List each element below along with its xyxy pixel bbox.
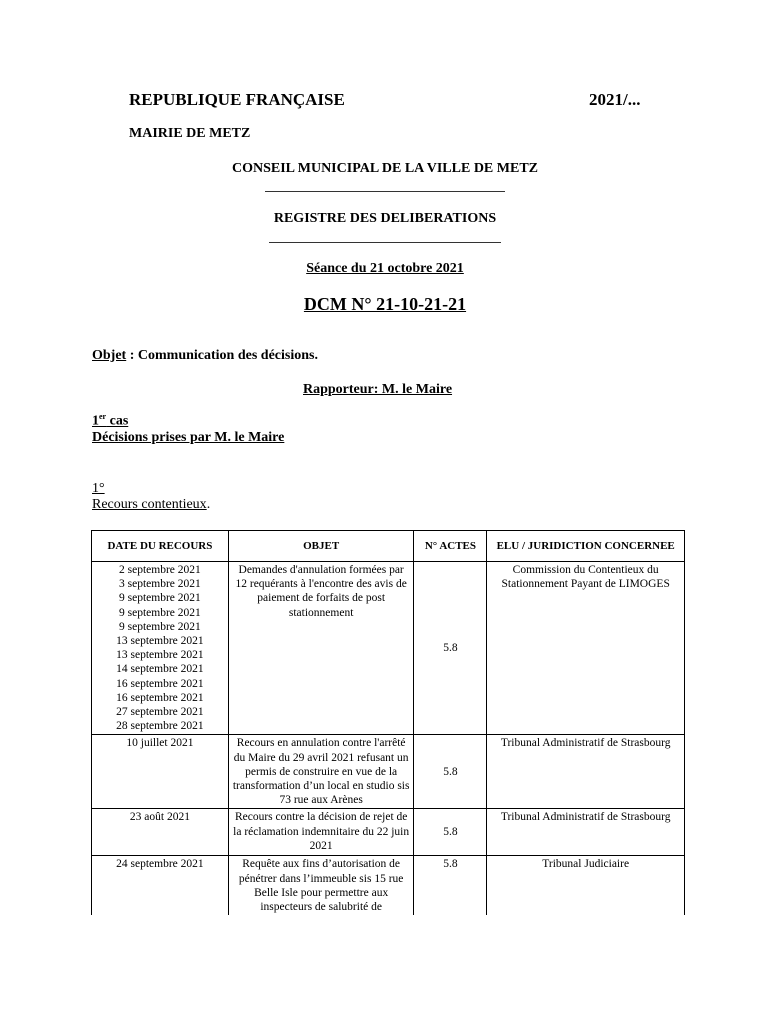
objet-label: Objet xyxy=(92,348,127,363)
deliberation-number: 2021/... xyxy=(589,90,641,109)
date-item: 16 septembre 2021 xyxy=(116,691,204,704)
case-number: 1 xyxy=(92,413,99,429)
session-date: Séance du 21 octobre 2021 xyxy=(306,261,464,276)
date-item: 9 septembre 2021 xyxy=(119,606,201,619)
divider-top xyxy=(265,191,505,192)
republic-heading: REPUBLIQUE FRANÇAISE xyxy=(129,90,345,109)
date-item: 14 septembre 2021 xyxy=(116,663,204,676)
dcm-number: DCM N° 21-10-21-21 xyxy=(303,294,467,314)
section-title-line xyxy=(92,497,210,513)
case-title: Décisions prises par M. le Maire xyxy=(92,430,285,445)
row3-juridiction: Tribunal Administratif de Strasbourg xyxy=(487,809,685,856)
decisions-table xyxy=(91,530,685,915)
section-dot: . xyxy=(206,497,211,512)
row1-dates xyxy=(92,562,229,735)
row4-objet: Requête aux fins d’autorisation de pénétrer dans l’immeuble sis 15 rue Belle Isle pour permettre aux inspecteurs de salubrité de xyxy=(228,856,414,915)
date-item: 3 septembre 2021 xyxy=(119,578,201,591)
council-heading: CONSEIL MUNICIPAL DE LA VILLE DE METZ xyxy=(232,161,538,176)
mairie-heading: MAIRIE DE METZ xyxy=(129,126,251,141)
registry-heading: REGISTRE DES DELIBERATIONS xyxy=(273,211,497,226)
header-actes: N° ACTES xyxy=(414,531,487,562)
header-objet: OBJET xyxy=(228,531,414,562)
case-word: cas xyxy=(106,413,129,429)
row4-acte: 5.8 xyxy=(414,856,487,915)
date-item: 9 septembre 2021 xyxy=(119,620,201,633)
date-item: 13 septembre 2021 xyxy=(116,649,204,662)
header-juridiction: ELU / JURIDICTION CONCERNEE xyxy=(487,531,685,562)
table-row xyxy=(92,856,685,915)
section-number: 1° xyxy=(92,481,105,496)
row4-juridiction: Tribunal Judiciaire xyxy=(487,856,685,915)
table-row xyxy=(92,809,685,856)
row4-date: 24 septembre 2021 xyxy=(92,856,229,915)
row2-juridiction: Tribunal Administratif de Strasbourg xyxy=(487,735,685,809)
date-item: 16 septembre 2021 xyxy=(116,677,204,690)
row3-objet: Recours contre la décision de rejet de la réclamation indemnitaire du 22 juin 2021 xyxy=(228,809,414,856)
row3-date: 23 août 2021 xyxy=(92,809,229,856)
objet-text: : Communication des décisions. xyxy=(126,348,318,363)
table-row xyxy=(92,562,685,735)
row2-acte: 5.8 xyxy=(414,735,487,809)
case-superscript: er xyxy=(99,412,107,421)
table-row xyxy=(92,735,685,809)
section-title: Recours contentieux xyxy=(92,497,207,512)
row2-objet: Recours en annulation contre l'arrêté du Maire du 29 avril 2021 refusant un permis de construire en vue de la transformation d’un local en studio sis 73 rue aux Arènes xyxy=(228,735,414,809)
rapporteur: Rapporteur: M. le Maire xyxy=(303,382,453,397)
row3-acte: 5.8 xyxy=(414,809,487,856)
date-item: 28 septembre 2021 xyxy=(116,720,204,733)
objet-line xyxy=(92,348,318,364)
row1-objet: Demandes d'annulation formées par 12 requérants à l'encontre des avis de paiement de forfaits de post stationnement xyxy=(228,562,414,735)
date-item: 2 septembre 2021 xyxy=(119,564,201,576)
header-date: DATE DU RECOURS xyxy=(92,531,229,562)
case-heading xyxy=(92,412,128,430)
row1-acte: 5.8 xyxy=(414,562,487,735)
date-item: 9 septembre 2021 xyxy=(119,592,201,605)
date-item: 27 septembre 2021 xyxy=(116,706,204,719)
row1-juridiction: Commission du Contentieux du Stationnement Payant de LIMOGES xyxy=(487,562,685,735)
table-header-row xyxy=(92,531,685,562)
divider-bottom xyxy=(269,242,501,243)
row2-date: 10 juillet 2021 xyxy=(92,735,229,809)
date-item: 13 septembre 2021 xyxy=(116,635,204,648)
